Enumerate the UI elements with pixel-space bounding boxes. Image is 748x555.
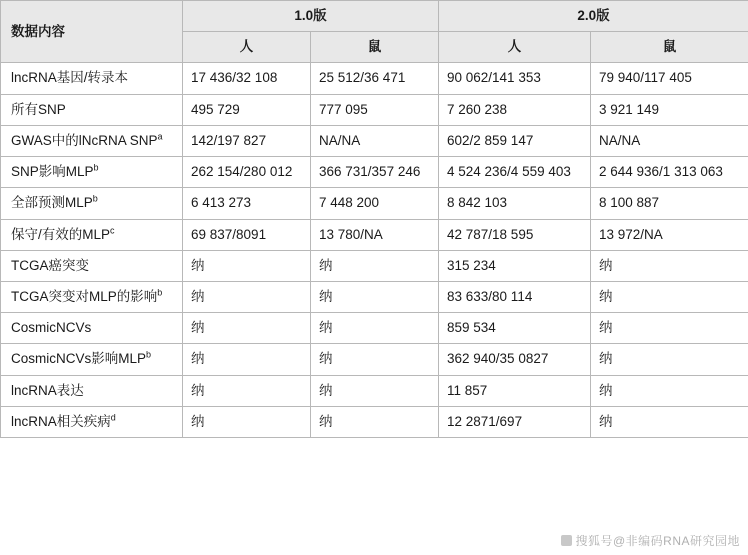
cell-v2-human: 90 062/141 353 xyxy=(439,63,591,94)
cell-v1-human: 142/197 827 xyxy=(183,125,311,156)
cell-v1-mouse: 25 512/36 471 xyxy=(311,63,439,94)
cell-v1-mouse: 纳 xyxy=(311,406,439,437)
cell-v2-mouse: 纳 xyxy=(591,375,748,406)
row-label: CosmicNCVs xyxy=(1,313,183,344)
cell-v2-human: 362 940/35 0827 xyxy=(439,344,591,375)
table-row xyxy=(1,125,748,156)
cell-v2-mouse: 8 100 887 xyxy=(591,188,748,219)
cell-v1-mouse: NA/NA xyxy=(311,125,439,156)
column-header-v1-mouse: 鼠 xyxy=(311,32,439,63)
cell-v1-mouse: 366 731/357 246 xyxy=(311,157,439,188)
table-body xyxy=(1,63,748,438)
row-label: 保守/有效的MLP$^c$ xyxy=(1,219,183,250)
cell-v2-mouse: 3 921 149 xyxy=(591,94,748,125)
cell-v1-mouse: 13 780/NA xyxy=(311,219,439,250)
cell-v1-human: 6 413 273 xyxy=(183,188,311,219)
cell-v1-mouse: 纳 xyxy=(311,313,439,344)
row-label: 所有SNP xyxy=(1,94,183,125)
row-label-footnote: d xyxy=(110,412,116,423)
cell-v1-mouse: 纳 xyxy=(311,281,439,312)
cell-v1-human: 纳 xyxy=(183,406,311,437)
cell-v1-human: 纳 xyxy=(183,281,311,312)
row-label: TCGA癌突变 xyxy=(1,250,183,281)
table-row xyxy=(1,313,748,344)
cell-v1-mouse: 纳 xyxy=(311,250,439,281)
row-label: lncRNA表达 xyxy=(1,375,183,406)
cell-v2-human: 315 234 xyxy=(439,250,591,281)
cell-v2-mouse: 纳 xyxy=(591,344,748,375)
column-header-content: 数据内容 xyxy=(1,1,183,63)
cell-v1-human: 495 729 xyxy=(183,94,311,125)
column-header-version2: 2.0版 xyxy=(439,1,748,32)
row-label-footnote: a xyxy=(157,131,163,142)
table-row xyxy=(1,406,748,437)
row-label-footnote: b xyxy=(157,287,163,298)
column-header-v2-human: 人 xyxy=(439,32,591,63)
table-row xyxy=(1,63,748,94)
cell-v2-mouse: 79 940/117 405 xyxy=(591,63,748,94)
row-label: 全部预测MLP$^b$ xyxy=(1,188,183,219)
cell-v2-mouse: 13 972/NA xyxy=(591,219,748,250)
row-label: lncRNA相关疾病$^d$ xyxy=(1,406,183,437)
cell-v2-mouse: 纳 xyxy=(591,250,748,281)
column-header-version1: 1.0版 xyxy=(183,1,439,32)
table-row xyxy=(1,94,748,125)
cell-v2-human: 11 857 xyxy=(439,375,591,406)
table-row xyxy=(1,219,748,250)
watermark-text: 搜狐号@非编码RNA研究园地 xyxy=(575,534,740,548)
cell-v2-human: 12 2871/697 xyxy=(439,406,591,437)
cell-v1-human: 纳 xyxy=(183,375,311,406)
cell-v2-human: 42 787/18 595 xyxy=(439,219,591,250)
column-header-v1-human: 人 xyxy=(183,32,311,63)
row-label: lncRNA基因/转录本 xyxy=(1,63,183,94)
column-header-v2-mouse: 鼠 xyxy=(591,32,748,63)
cell-v1-human: 262 154/280 012 xyxy=(183,157,311,188)
cell-v1-human: 69 837/8091 xyxy=(183,219,311,250)
watermark-logo-icon xyxy=(561,535,572,546)
watermark xyxy=(561,532,740,549)
cell-v1-mouse: 7 448 200 xyxy=(311,188,439,219)
row-label: GWAS中的lNcRNA SNP$^a$ xyxy=(1,125,183,156)
header-row-top xyxy=(1,1,748,32)
table-row xyxy=(1,344,748,375)
row-label-footnote: b xyxy=(93,162,99,173)
cell-v2-human: 7 260 238 xyxy=(439,94,591,125)
cell-v1-mouse: 777 095 xyxy=(311,94,439,125)
cell-v2-human: 83 633/80 114 xyxy=(439,281,591,312)
row-label: SNP影响MLP$^b$ xyxy=(1,157,183,188)
row-label: TCGA突变对MLP的影响$^b$ xyxy=(1,281,183,312)
table-header xyxy=(1,1,748,63)
table-row xyxy=(1,250,748,281)
cell-v2-mouse: 纳 xyxy=(591,406,748,437)
row-label-footnote: b xyxy=(92,193,98,204)
cell-v1-mouse: 纳 xyxy=(311,375,439,406)
cell-v2-mouse: 纳 xyxy=(591,281,748,312)
cell-v2-human: 859 534 xyxy=(439,313,591,344)
cell-v1-human: 17 436/32 108 xyxy=(183,63,311,94)
cell-v2-mouse: NA/NA xyxy=(591,125,748,156)
cell-v2-human: 4 524 236/4 559 403 xyxy=(439,157,591,188)
cell-v2-mouse: 2 644 936/1 313 063 xyxy=(591,157,748,188)
cell-v1-human: 纳 xyxy=(183,250,311,281)
table-row xyxy=(1,188,748,219)
cell-v2-human: 602/2 859 147 xyxy=(439,125,591,156)
cell-v2-human: 8 842 103 xyxy=(439,188,591,219)
cell-v1-mouse: 纳 xyxy=(311,344,439,375)
table-row xyxy=(1,281,748,312)
row-label-footnote: b xyxy=(146,349,152,360)
cell-v1-human: 纳 xyxy=(183,313,311,344)
cell-v2-mouse: 纳 xyxy=(591,313,748,344)
row-label-footnote: c xyxy=(110,225,115,236)
row-label: CosmicNCVs影响MLP$^b$ xyxy=(1,344,183,375)
table-row xyxy=(1,375,748,406)
cell-v1-human: 纳 xyxy=(183,344,311,375)
table-row xyxy=(1,157,748,188)
